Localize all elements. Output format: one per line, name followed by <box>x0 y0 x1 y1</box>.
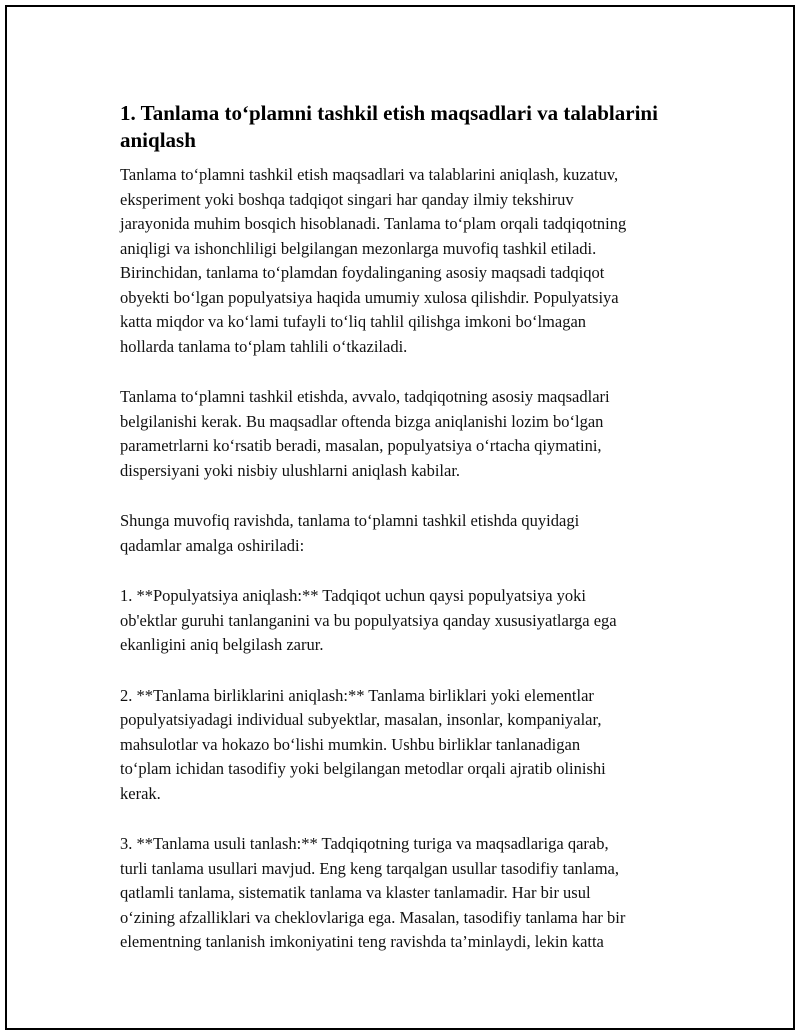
text-line: parametrlarni ko‘rsatib beradi, masalan, populyatsiya o‘rtacha qiymatini, <box>120 436 602 455</box>
list-item-2 <box>120 684 700 807</box>
text-line: 2. **Tanlama birliklarini aniqlash:** Tanlama birliklari yoki elementlar <box>120 685 594 705</box>
paragraph-goals <box>120 385 700 483</box>
text-line: elementning tanlanish imkoniyatini teng ravishda ta’minlaydi, lekin katta <box>120 932 604 951</box>
text-line: qadamlar amalga oshiriladi: <box>120 535 305 555</box>
text-line: mahsulotlar va hokazo bo‘lishi mumkin. Ushbu birliklar tanlanadigan <box>120 734 581 754</box>
text-line: hollarda tanlama to‘plam tahlili o‘tkaziladi. <box>120 336 408 356</box>
text-line: jarayonida muhim bosqich hisoblanadi. Tanlama to‘plam orqali tadqiqotning <box>120 214 627 233</box>
text-line: aniqligi va ishonchliligi belgilangan mezonlarga muvofiq tashkil etiladi. <box>120 238 597 258</box>
text-line: Tanlama to‘plamni tashkil etishda, avvalo, tadqiqotning asosiy maqsadlari <box>120 387 610 406</box>
list-item-3 <box>120 832 700 955</box>
text-line: qatlamli tanlama, sistematik tanlama va klaster tanlamadir. Har bir usul <box>120 883 591 902</box>
text-line: turli tanlama usullari mavjud. Eng keng tarqalgan usullar tasodifiy tanlama, <box>120 858 619 878</box>
text-line: eksperiment yoki boshqa tadqiqot singari har qanday ilmiy tekshiruv <box>120 189 574 209</box>
list-item-1 <box>120 584 700 658</box>
heading-line: 1. Tanlama to‘plamni tashkil etish maqsadlari va talablarini <box>120 101 658 125</box>
text-line: ob'ektlar guruhi tanlanganini va bu populyatsiya qanday xususiyatlarga ega <box>120 610 617 630</box>
text-line: kerak. <box>120 783 161 803</box>
text-line: katta miqdor va ko‘lami tufayli to‘liq tahlil qilishga imkoni bo‘lmagan <box>120 312 587 331</box>
text-line: 3. **Tanlama usuli tanlash:** Tadqiqotning turiga va maqsadlariga qarab, <box>120 834 609 853</box>
text-line: dispersiyani yoki nisbiy ulushlarni aniqlash kabilar. <box>120 460 461 480</box>
text-line: Shunga muvofiq ravishda, tanlama to‘plamni tashkil etishda quyidagi <box>120 511 580 530</box>
text-line: obyekti bo‘lgan populyatsiya haqida umumiy xulosa qilishdir. Populyatsiya <box>120 287 619 307</box>
text-line: Tanlama to‘plamni tashkil etish maqsadlari va talablarini aniqlash, kuzatuv, <box>120 165 619 184</box>
text-line: belgilanishi kerak. Bu maqsadlar oftenda bizga aniqlanishi lozim bo‘lgan <box>120 411 604 431</box>
paragraph-steps-intro <box>120 509 700 558</box>
document-body <box>120 100 700 981</box>
text-line: 1. **Populyatsiya aniqlash:** Tadqiqot uchun qaysi populyatsiya yoki <box>120 586 586 605</box>
heading-line: aniqlash <box>120 128 196 152</box>
paragraph-intro <box>120 163 700 359</box>
page-frame <box>5 5 795 1030</box>
section-heading <box>120 100 700 154</box>
text-line: o‘zining afzalliklari va cheklovlariga ega. Masalan, tasodifiy tanlama har bir <box>120 907 626 927</box>
text-line: populyatsiyadagi individual subyektlar, masalan, insonlar, kompaniyalar, <box>120 710 602 729</box>
text-line: Birinchidan, tanlama to‘plamdan foydalinganing asosiy maqsadi tadqiqot <box>120 263 605 282</box>
text-line: to‘plam ichidan tasodifiy yoki belgilangan metodlar orqali ajratib olinishi <box>120 759 606 778</box>
text-line: ekanligini aniq belgilash zarur. <box>120 635 324 654</box>
